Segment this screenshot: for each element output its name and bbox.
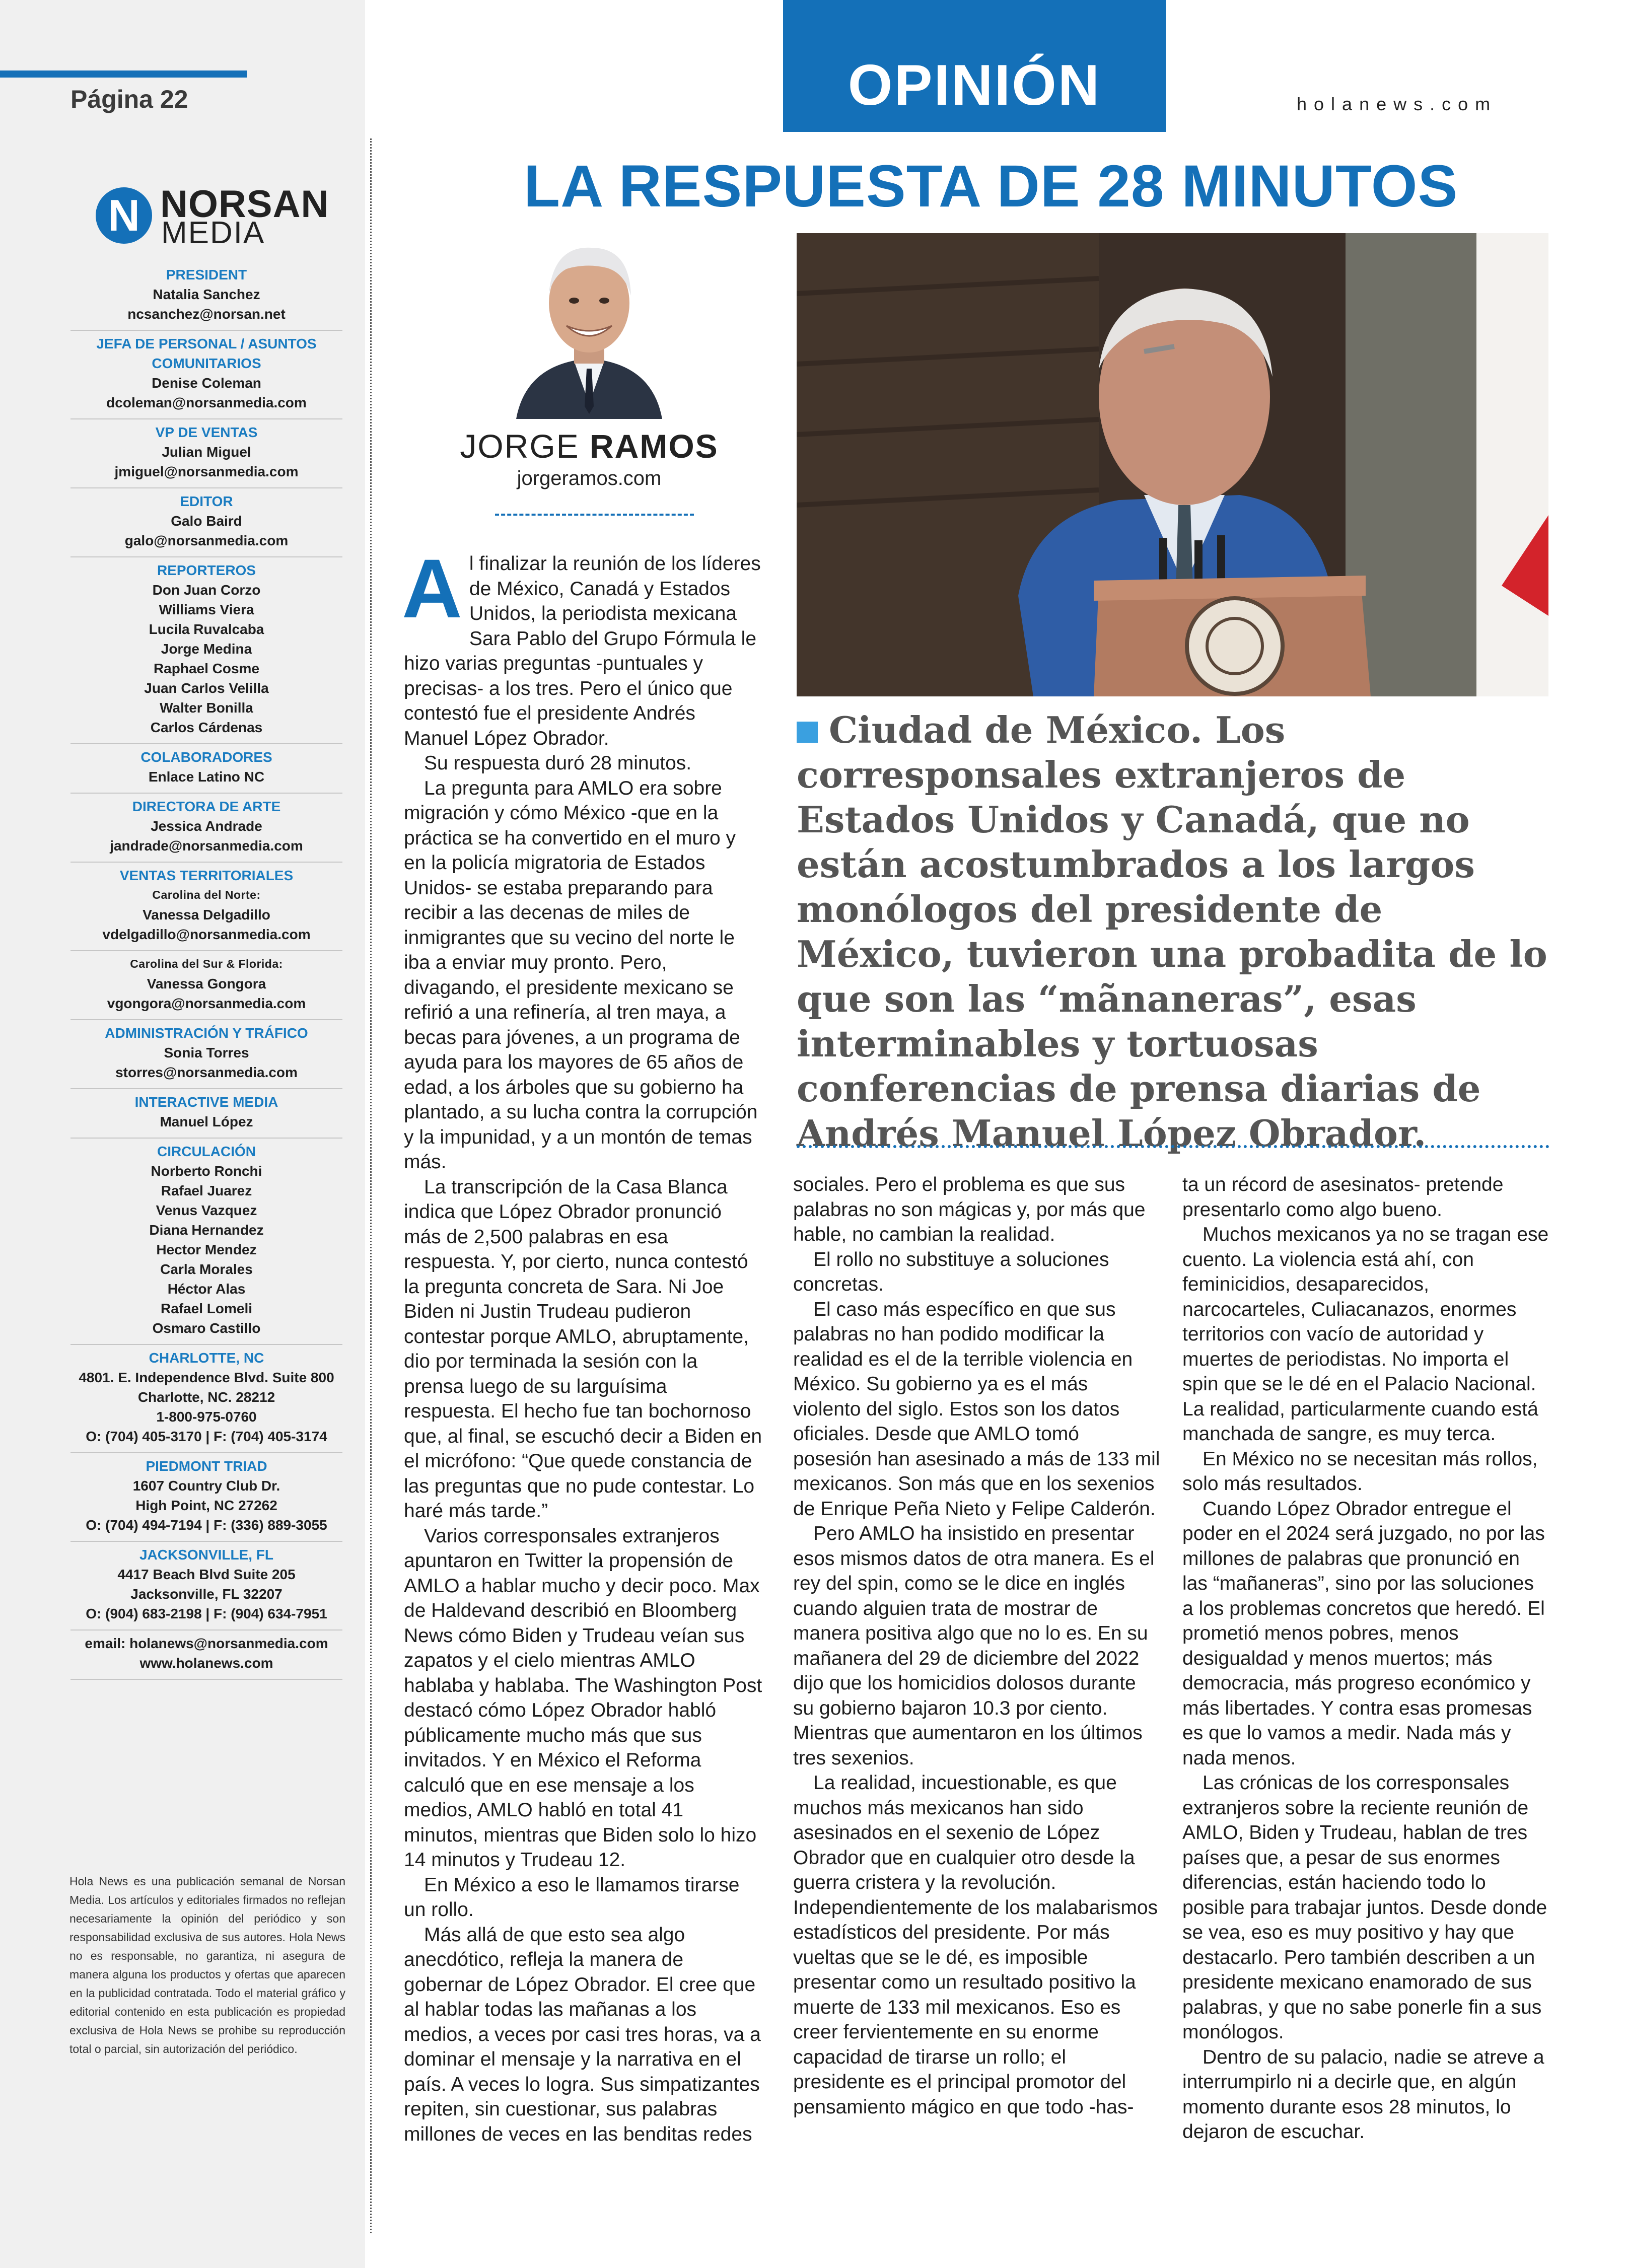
staff-title: COLABORADORES (140, 749, 272, 765)
staff-line: Hector Mendez (156, 1242, 257, 1257)
office-line: 1-800-975-0760 (156, 1409, 257, 1425)
office-jacksonville (70, 1542, 342, 1631)
office-line: O: (704) 405-3170 | F: (704) 405-3174 (86, 1429, 327, 1444)
office-charlotte (70, 1345, 342, 1453)
staff-title: DIRECTORA DE ARTE (132, 799, 281, 814)
section-banner (783, 0, 1166, 132)
staff-title: INTERACTIVE MEDIA (134, 1094, 278, 1110)
office-line: O: (704) 494-7194 | F: (336) 889-3055 (86, 1517, 327, 1533)
contact-email[interactable]: email: holanews@norsanmedia.com (85, 1636, 328, 1651)
page-number: Página 22 (70, 85, 188, 113)
article-paragraph: Más allá de que esto sea algo anecdótico, refleja la manera de gobernar de López Obrador. El cree que al hablar todas las mañanas a los medios, a veces por casi tres horas, va a dominar el mensaje y la narrativa en el país. A veces lo logra. Sus simpatizantes repiten, sin cuestionar, sus palabras millones de veces en las benditas redes (404, 1924, 761, 2145)
article-headline: LA RESPUESTA DE 28 MINUTOS (524, 153, 1458, 220)
office-title: JACKSONVILLE, FL (139, 1547, 273, 1563)
staff-line: Jorge Medina (161, 641, 252, 657)
staff-block-reporters (70, 557, 342, 744)
office-title: CHARLOTTE, NC (149, 1350, 264, 1366)
staff-line: Venus Vazquez (156, 1202, 257, 1218)
norsan-media-logo (96, 185, 332, 248)
article-column-2 (793, 1172, 1161, 2119)
staff-email: vgongora@norsanmedia.com (107, 996, 306, 1011)
staff-title: ADMINISTRACIÓN Y TRÁFICO (105, 1025, 308, 1041)
staff-line: Rafael Juarez (161, 1183, 252, 1198)
article-paragraph: Cuando López Obrador entregue el poder en el 2024 será juzgado, no por las millones de palabras que pronunció en las “mañaneras”, sino por las soluciones a los problemas concretos que heredó. El prometió menos pobres, menos desigualdad y menos muertos; más democracia, más progreso económico y más libertades. Y contra esas promesas es que lo vamos a medir. Nada más y nada menos. (1182, 1498, 1545, 1769)
author-photo (506, 233, 672, 419)
staff-title: REPORTEROS (157, 562, 256, 578)
author-last-name: RAMOS (590, 428, 719, 465)
staff-region: Carolina del Sur & Florida: (130, 957, 283, 970)
logo-name-line1: NORSAN (160, 183, 329, 226)
staff-line: Enlace Latino NC (148, 769, 265, 785)
staff-block-territorial-sales-south (70, 951, 342, 1020)
column-divider (370, 138, 372, 2233)
article-paragraph: sociales. Pero el problema es que sus palabras no son mágicas y, por más que hable, no cambian la realidad. (793, 1174, 1146, 1245)
article-paragraph: El caso más específico en que sus palabras no han podido modificar la realidad es el de la terrible violencia en México. Su gobierno ya es el más violento del siglo. Estos son los datos oficiales. Desde que AMLO tomó posesión han asesinado a más de 133 mil mexicanos. Son más que en los sexenios de Enrique Peña Nieto y Felipe Calderón. (793, 1298, 1160, 1520)
article-paragraph: Varios corresponsales extranjeros apuntaron en Twitter la propensión de AMLO a hablar mucho y decir poco. Max de Haldevand describió en Bloomberg News cómo Biden y Trudeau veían sus zapatos y el cielo mientras AMLO hablaba y hablaba. The Washington Post destacó cómo López Obrador habló públicamente mucho más que sus invitados. Y en México el Reforma calculó que en ese mensaje a los medios, AMLO habló en total 41 minutos, mientras que Biden solo lo hizo 14 minutos y Trudeau 12. (404, 1525, 762, 1871)
article-paragraph: La transcripción de la Casa Blanca indica que López Obrador pronunció más de 2,500 palabras en esa respuesta. Y, por cierto, nunca contestó la pregunta concreta de Sara. Ni Joe Biden ni Justin Trudeau pudieron contestar porque AMLO, abruptamente, dio por terminada la sesión con la prensa luego de su larguísima respuesta. El hecho fue tan bochornoso que, al final, se escuchó decir a Biden en el micrófono: “Que quede constancia de las preguntas que no pude contestar. Lo haré más tarde.” (404, 1176, 762, 1522)
contact-website[interactable]: www.holanews.com (139, 1655, 273, 1671)
masthead-sidebar (0, 0, 365, 2268)
staff-title: EDITOR (180, 493, 233, 509)
staff-line: Williams Viera (159, 602, 254, 617)
staff-line: Héctor Alas (167, 1281, 246, 1297)
staff-title: JEFA DE PERSONAL / ASUNTOS COMUNITARIOS (96, 336, 317, 371)
staff-line: Galo Baird (171, 513, 242, 529)
site-url[interactable]: holanews.com (1297, 94, 1498, 114)
article-paragraph: La realidad, incuestionable, es que muchos más mexicanos han sido asesinados en el sexenio de López Obrador que en cualquier otro desde la guerra cristera y la revolución. Independientemente de los malabarismos estadísticos del presidente. Por más vueltas que se le dé, es imposible presentar como un resultado positivo la muerte de 133 mil mexicanos. Eso es creer fervientemente en su enorme capacidad de tirarse un rollo; el presidente es el principal promotor del pensamiento mágico en que todo -has- (793, 1772, 1158, 2118)
article-paragraph: l finalizar la reunión de los líderes de México, Canadá y Estados Unidos, la periodista mexicana Sara Pablo del Grupo Fórmula le hizo varias preguntas -puntuales y precisas- a los tres. Pero el único que contestó fue el presidente Andrés Manuel López Obrador. (404, 553, 761, 749)
staff-title: CIRCULACIÓN (157, 1144, 256, 1159)
staff-line: Diana Hernandez (149, 1222, 264, 1238)
staff-block-editor (70, 488, 342, 557)
staff-list (70, 262, 342, 1680)
author-website[interactable]: jorgeramos.com (517, 467, 662, 489)
article-paragraph: Su respuesta duró 28 minutos. (424, 752, 692, 774)
staff-block-interactive-media (70, 1089, 342, 1139)
staff-title: PRESIDENT (166, 267, 247, 282)
staff-email: galo@norsanmedia.com (124, 533, 289, 548)
office-piedmont-triad (70, 1453, 342, 1542)
drop-cap: A (402, 542, 462, 635)
staff-block-contributors (70, 744, 342, 794)
logo-mark-icon: N (96, 187, 152, 244)
disclaimer-text: Hola News es una publicación semanal de Norsan Media. Los artículos y editoriales firmados no reflejan necesariamente la opinión del periódico y son responsabilidad exclusiva de sus autores. Hola News no es responsable, no garantiza, ni asegura de manera alguna los productos y ofertas que aparecen en la publicidad contratada. Todo el material gráfico y editorial contenido en esta publicación es propiedad exclusiva de Hola News se prohibe su reproducción total o parcial, sin autorización del periódico. (69, 1875, 345, 2056)
staff-block-vp-sales (70, 419, 342, 488)
pull-quote (797, 707, 1552, 1156)
staff-block-chief-of-staff (70, 331, 342, 419)
pull-quote-text: Ciudad de México. Los corresponsales extranjeros de Estados Unidos y Canadá, que no están acostumbrados a los largos monólogos del presidente de México, tuvieron una probadita de lo que son las “mãnaneras”, esas interminables y tortuosas conferencias de prensa diarias de Andrés Manuel López Obrador. (797, 708, 1547, 1155)
contact-block (70, 1631, 342, 1680)
staff-email: jmiguel@norsanmedia.com (114, 464, 299, 479)
staff-line: Sonia Torres (164, 1045, 249, 1060)
office-line: O: (904) 683-2198 | F: (904) 634-7951 (86, 1606, 327, 1621)
office-line: 4417 Beach Blvd Suite 205 (117, 1567, 296, 1582)
staff-line: Denise Coleman (152, 375, 261, 391)
lead-photo (797, 233, 1548, 696)
office-line: High Point, NC 27262 (135, 1498, 277, 1513)
staff-block-territorial-sales (70, 863, 342, 951)
staff-title: VP DE VENTAS (155, 424, 258, 440)
staff-line: Rafael Lomeli (160, 1301, 253, 1316)
article-paragraph: Muchos mexicanos ya no se tragan ese cuento. La violencia está ahí, con feminicidios, desaparecidos, narcocarteles, Culiacanazos, enormes territorios con vacío de autoridad y muertes de periodistas. No importa el spin que se le dé en el Palacio Nacional. La realidad, particularmente cuando está manchada de sangre, es muy terca. (1182, 1224, 1549, 1445)
pull-quote-divider (797, 1145, 1549, 1148)
author-name (403, 427, 775, 465)
staff-block-administration (70, 1020, 342, 1089)
office-line: 4801. E. Independence Blvd. Suite 800 (79, 1370, 334, 1385)
office-line: Jacksonville, FL 32207 (130, 1586, 282, 1602)
article-paragraph: ta un récord de asesinatos- pretende presentarlo como algo bueno. (1182, 1174, 1504, 1221)
square-bullet-icon (797, 722, 818, 743)
article-paragraph: El rollo no substituye a soluciones concretas. (793, 1248, 1109, 1295)
logo-name-line2: MEDIA (161, 216, 265, 250)
article-paragraph: La pregunta para AMLO era sobre migración y cómo México -que en la práctica se ha convertido en el muro y en la policía migratoria de Estados Unidos- se estaba preparando para recibir a las decenas de miles de inmigrantes que su vecino del norte le iba a enviar muy pronto. Pero, divagando, el presidente mexicano se refirió a una refinería, al tren maya, a becas para jóvenes, a un programa de ayuda para los mayores de 65 años de edad, a los árboles que su gobierno ha plantado, a su lucha contra la corrupción y la impunidad, y a un montón de temas más. (404, 777, 758, 1173)
staff-line: Vanessa Delgadillo (143, 907, 270, 923)
author-first-name: JORGE (460, 428, 580, 465)
staff-title: VENTAS TERRITORIALES (119, 868, 294, 883)
staff-line: Carla Morales (160, 1261, 253, 1277)
staff-line: Lucila Ruvalcaba (149, 621, 264, 637)
article-column-3 (1182, 1172, 1550, 2145)
staff-region: Carolina del Norte: (152, 888, 261, 901)
staff-block-president (70, 262, 342, 331)
staff-line: Carlos Cárdenas (150, 720, 263, 735)
staff-line: Raphael Cosme (153, 661, 260, 676)
staff-email: jandrade@norsanmedia.com (110, 838, 303, 854)
article-paragraph: Dentro de su palacio, nadie se atreve a interrumpirlo ni a decirle que, en algún momento durante esos 28 minutos, lo dejaron de escuchar. (1182, 2046, 1544, 2143)
article-paragraph: En México no se necesitan más rollos, solo más resultados. (1182, 1448, 1538, 1495)
staff-line: Jessica Andrade (151, 818, 262, 834)
staff-email: vdelgadillo@norsanmedia.com (102, 927, 311, 942)
staff-line: Manuel López (160, 1114, 253, 1129)
staff-block-circulation (70, 1139, 342, 1345)
accent-bar (0, 70, 247, 78)
article-paragraph: Las crónicas de los corresponsales extranjeros sobre la reciente reunión de AMLO, Biden y Trudeau, hablan de tres países que, a pesar de sus enormes diferencias, están haciendo todo lo posible para trabajar juntos. Desde donde se vea, eso es muy positivo y hay que destacarlo. Pero también describen a un presidente mexicano enamorado de sus palabras, y que no sabe ponerle fin a sus monólogos. (1182, 1772, 1547, 2043)
staff-block-art-director (70, 794, 342, 863)
office-line: Charlotte, NC. 28212 (137, 1389, 275, 1405)
staff-email: storres@norsanmedia.com (115, 1065, 298, 1080)
staff-line: Osmaro Castillo (152, 1320, 261, 1336)
staff-line: Vanessa Gongora (147, 976, 266, 991)
staff-line: Walter Bonilla (160, 700, 253, 716)
staff-email: ncsanchez@norsan.net (127, 306, 286, 322)
office-title: PIEDMONT TRIAD (146, 1458, 267, 1474)
staff-line: Norberto Ronchi (151, 1163, 262, 1179)
staff-email: dcoleman@norsanmedia.com (106, 395, 307, 410)
staff-line: Natalia Sanchez (153, 287, 260, 302)
staff-line: Juan Carlos Velilla (144, 680, 269, 696)
author-divider (495, 514, 694, 516)
article-paragraph: Pero AMLO ha insistido en presentar esos mismos datos de otra manera. Es el rey del spin, como se le dice en inglés cuando alguien trata de mostrar de manera positiva algo que no lo es. En su mañanera del 29 de diciembre del 2022 dijo que los homicidios dolosos durante su gobierno bajaron 10.3 por ciento. Mientras que aumentaron en los últimos tres sexenios. (793, 1523, 1155, 1769)
office-line: 1607 Country Club Dr. (132, 1478, 280, 1494)
article-column-1 (402, 542, 762, 2147)
article-paragraph: En México a eso le llamamos tirarse un rollo. (404, 1874, 740, 1921)
section-label: OPINIÓN (847, 53, 1101, 117)
staff-line: Don Juan Corzo (152, 582, 261, 598)
staff-line: Julian Miguel (162, 444, 251, 460)
